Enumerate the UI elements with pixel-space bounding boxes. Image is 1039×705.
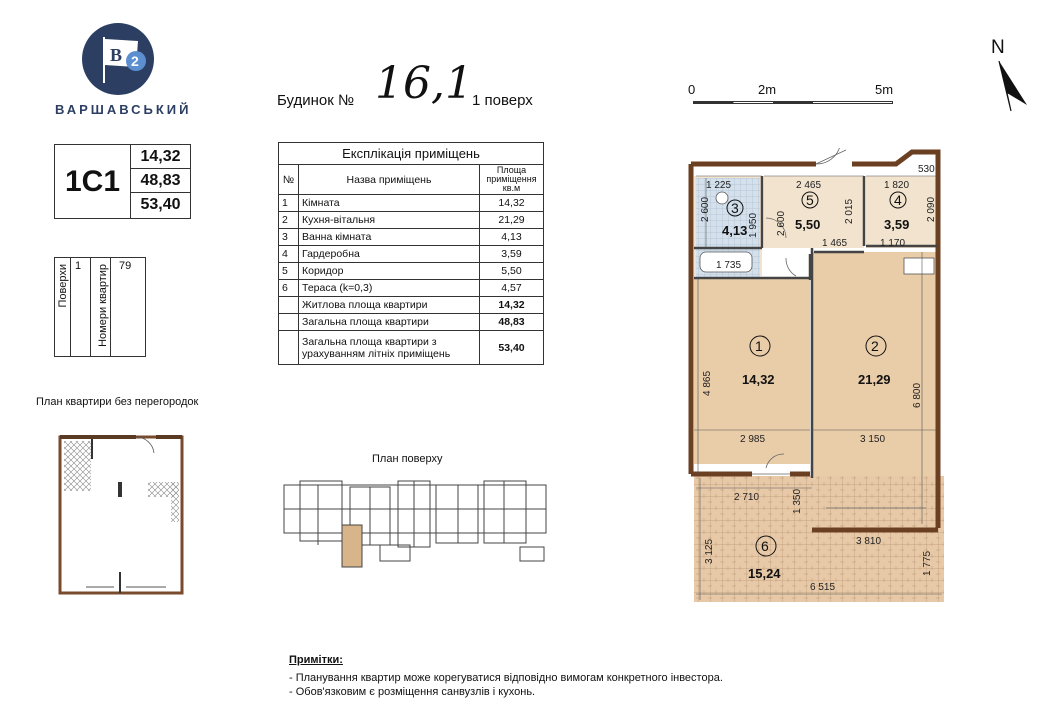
svg-text:21,29: 21,29	[858, 372, 891, 387]
dim-label: 2 015	[844, 198, 855, 224]
apartment-numbers-label: Номери квартир	[97, 264, 109, 347]
house-label: Будинок №	[277, 92, 355, 109]
notes-title: Примітки:	[289, 654, 343, 666]
table-row: 2 Кухня-вітальня 21,29	[279, 212, 544, 229]
dim-label: 4 865	[702, 370, 713, 396]
north-arrow-icon	[985, 35, 1033, 117]
apartment-plan	[686, 148, 956, 608]
north-label: N	[991, 37, 1005, 58]
dim-label: 3 150	[860, 434, 886, 445]
table-row: 5 Коридор 5,50	[279, 263, 544, 280]
scale-label-2m: 2m	[758, 82, 777, 97]
dim-label: 2 710	[734, 492, 760, 503]
house-number: 16,1	[375, 58, 473, 109]
svg-text:5: 5	[806, 192, 814, 208]
scale-bar	[688, 82, 898, 106]
dim-label: 2 465	[796, 180, 822, 191]
dim-label: 3 810	[856, 536, 882, 547]
svg-text:4: 4	[894, 192, 902, 208]
svg-text:5,50: 5,50	[795, 217, 821, 232]
dim-label: 1 465	[822, 238, 848, 249]
floors-apartments-box	[54, 257, 146, 357]
total-area-summer-value: 53,40	[140, 196, 181, 213]
apartment-highlight	[342, 525, 362, 567]
dim-label: 3 125	[704, 538, 715, 564]
dim-label: 1 735	[716, 260, 742, 271]
dim-label: 2 985	[740, 434, 766, 445]
note-item: - Обов'язковим є розміщення санвузлів і кухонь.	[289, 686, 536, 698]
dim-label: 1 170	[880, 238, 906, 249]
dim-label: 6 800	[912, 382, 923, 408]
dim-label: 6 515	[810, 582, 836, 593]
living-area-value: 14,32	[131, 145, 190, 169]
svg-text:3,59: 3,59	[884, 217, 910, 232]
total-row: Житлова площа квартири 14,32	[279, 297, 544, 314]
svg-text:6: 6	[761, 538, 769, 554]
explication-title: Експлікація приміщень	[279, 143, 544, 165]
dim-label: 2 600	[700, 196, 711, 222]
svg-text:1: 1	[755, 338, 763, 354]
dim-label: 1 350	[792, 488, 803, 514]
dim-label: 1 775	[922, 550, 933, 576]
apartment-numbers-value: 79	[119, 260, 132, 272]
svg-text:4,13: 4,13	[722, 223, 748, 238]
total-area-value: 48,83	[131, 169, 190, 193]
svg-text:3: 3	[731, 200, 739, 216]
floors-label: Поверхи	[57, 264, 69, 308]
floors-value: 1	[75, 260, 82, 272]
table-row: 1 Кімната 14,32	[279, 195, 544, 212]
plan-without-partitions	[56, 427, 190, 599]
logo-badge	[82, 23, 154, 95]
scale-label-5m: 5m	[875, 82, 894, 97]
col-num-header: №	[279, 165, 299, 195]
dim-label: 530	[918, 164, 935, 175]
table-row: 6 Тераса (k=0,3) 4,57	[279, 280, 544, 297]
table-row: 3 Ванна кімната 4,13	[279, 229, 544, 246]
dim-label: 2 600	[776, 210, 787, 236]
svg-text:14,32: 14,32	[742, 372, 775, 387]
no-partitions-caption: План квартири без перегородок	[36, 396, 199, 408]
logo-letter: B	[110, 45, 123, 65]
total-row: Загальна площа квартири 48,83	[279, 314, 544, 331]
apartment-code: 1С1	[55, 145, 131, 218]
logo-number: 2	[131, 53, 139, 69]
floor-label: 1 поверх	[472, 92, 533, 109]
table-row: 4 Гардеробна 3,59	[279, 246, 544, 263]
dim-label: 1 225	[706, 180, 732, 191]
floor-key-plan	[280, 475, 550, 570]
col-area-header: Площа приміщення кв.м	[480, 165, 544, 195]
apartment-code-box	[54, 144, 191, 219]
developer-logo	[55, 20, 205, 130]
notes-section	[289, 653, 723, 699]
total-row: Загальна площа квартири з урахуванням літніх приміщень 53,40	[279, 331, 544, 365]
scale-label-0: 0	[688, 82, 696, 97]
dim-label: 2 090	[926, 196, 937, 222]
floor-plan-caption: План поверху	[372, 453, 443, 465]
col-name-header: Назва приміщень	[299, 165, 480, 195]
svg-text:2: 2	[871, 338, 879, 354]
dim-label: 1 950	[748, 212, 759, 238]
logo-brand-text: ВАРШАВСЬКИЙ	[55, 102, 192, 117]
explication-table	[278, 142, 544, 365]
dim-label: 1 820	[884, 180, 910, 191]
svg-text:15,24: 15,24	[748, 566, 781, 581]
note-item: - Планування квартир може корегуватися відповідно вимогам конкретного інвестора.	[289, 672, 723, 684]
